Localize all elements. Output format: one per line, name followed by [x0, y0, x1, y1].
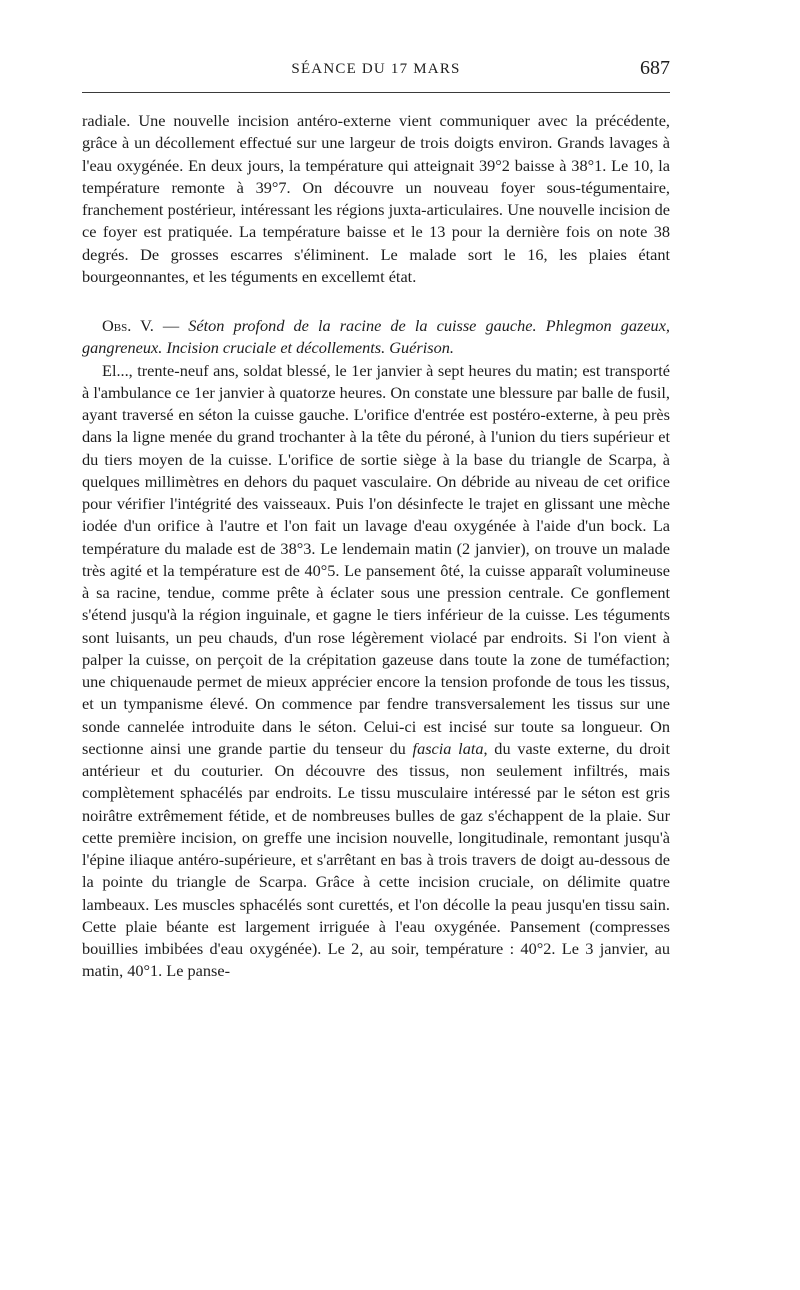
paragraph-italic-term: fascia lata: [412, 738, 484, 758]
page-header: [82, 58, 670, 93]
section-gap: [82, 288, 670, 315]
observation-paragraph: [82, 360, 670, 983]
page-number: 687: [640, 57, 670, 79]
running-title: SÉANCE DU 17 MARS: [291, 61, 461, 77]
observation-dash: —: [153, 316, 189, 335]
observation-heading: [82, 315, 670, 360]
paragraph-text-part2: , du vaste externe, du droit antérieur et du couturier. On découvre des tissus, non seulement infiltrés, mais complètement sphacélés par endroits. Le tissu musculaire intéressé par le séton est gris noirâtre extrêmement fétide, et de nombreuses bulles de gaz s'échappent de la plaie. Sur cette première incision, on greffe une incision nouvelle, longitudinale, remontant jusqu'à l'épine iliaque antéro-supérieure, et s'arrêtant en bas à trois travers de doigt au-dessous de la pointe du triangle de Scarpa. Grâce à cette incision cruciale, on délimite quatre lambeaux. Les muscles sphacélés sont curettés, et l'on décolle la peau jusqu'en tissu sain. Cette plaie béante est largement irriguée à l'eau oxygénée. Pansement (compresses bouillies imbibées d'eau oxygénée). Le 2, au soir, température : 40°2. Le 3 janvier, au matin, 40°1. Le panse-: [82, 738, 670, 981]
paragraph-text-part1: El..., trente-neuf ans, soldat blessé, le 1er janvier à sept heures du matin; est transporté à l'ambulance ce 1er janvier à quatorze heures. On constate une blessure par balle de fusil, ayant traversé en séton la cuisse gauche. L'orifice d'entrée est postéro-externe, à peu près dans la ligne menée du grand trochanter à la tête du péroné, à l'union du tiers supérieur et du tiers moyen de la cuisse. L'orifice de sortie siège à la base du triangle de Scarpa, à quelques millimètres en dehors du paquet vasculaire. On débride au niveau de cet orifice pour vérifier l'intégrité des vaisseaux. Puis l'on désinfecte le trajet en glissant une mèche iodée d'un orifice à l'autre et l'on fait un lavage d'eau oxygénée à l'aide d'un bock. La température du malade est de 38°3. Le lendemain matin (2 janvier), on trouve un malade très agité et la température est de 40°5. Le pansement ôté, la cuisse apparaît volumineuse à sa racine, tendue, comme prête à éclater sous une pression centrale. Ce gonflement s'étend jusqu'à la région inguinale, et gagne le tiers inférieur de la cuisse. Les téguments sont luisants, un peu chauds, d'un rose légèrement violacé par endroits. Si l'on vient à palper la cuisse, on perçoit de la crépitation gazeuse dans toute la zone de tuméfaction; une chiquenaude permet de mieux apprécier encore la tension profonde de tous les tissus, et un tympanisme élevé. On commence par fendre transversalement les tissus sur une sonde cannelée introduite dans le séton. Celui-ci est incisé sur toute sa longueur. On sectionne ainsi une grande partie du tenseur du: [82, 360, 670, 758]
page-body: [82, 110, 670, 983]
observation-title: Séton profond de la racine de la cuisse gauche. Phlegmon gazeux, gangreneux. Incision cruciale et décollements. Guérison.: [82, 316, 670, 358]
observation-label: Obs. V.: [102, 316, 154, 335]
paragraph-continuation: radiale. Une nouvelle incision antéro-externe vient communiquer avec la précédente, grâce à un décollement effectué sur une largeur de trois doigts environ. Grands lavages à l'eau oxygénée. En deux jours, la température qui atteignait 39°2 baisse à 38°1. Le 10, la température remonte à 39°7. On découvre un nouveau foyer sous-tégumentaire, franchement postérieur, intéressant les régions juxta-articulaires. Une nouvelle incision de ce foyer est pratiquée. La température baisse et le 13 pour la dernière fois on note 38 degrés. De grosses escarres s'éliminent. Le malade sort le 16, les plaies étant bourgeonnantes, et les téguments en excellemt état.: [82, 111, 670, 286]
